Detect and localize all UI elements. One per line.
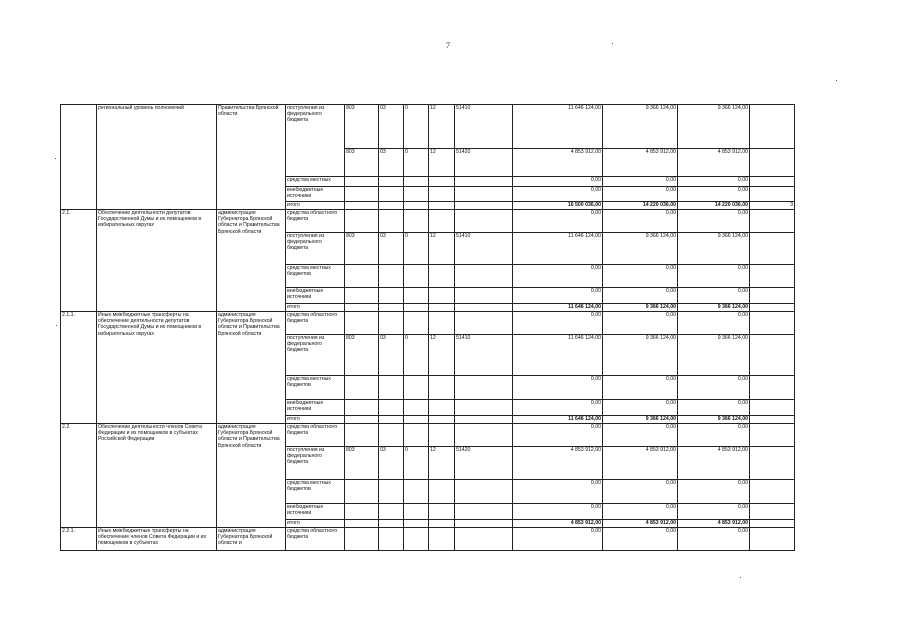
code-cell bbox=[404, 376, 429, 400]
code-cell bbox=[379, 304, 404, 312]
code-cell: 803 bbox=[345, 447, 379, 480]
scan-speck bbox=[55, 158, 56, 159]
note-cell bbox=[750, 335, 795, 376]
code-cell bbox=[455, 424, 513, 447]
measure-name-cell: региональный уровень полномочий bbox=[97, 105, 217, 210]
row-number-cell bbox=[61, 105, 97, 210]
note-cell bbox=[750, 312, 795, 335]
funding-source-cell: поступления из федерального бюджета bbox=[286, 447, 345, 480]
scan-speck bbox=[56, 325, 57, 326]
amount-cell: 9 366 124,00 bbox=[603, 105, 678, 149]
code-cell bbox=[379, 416, 404, 424]
code-cell bbox=[429, 480, 455, 504]
code-cell: 12 bbox=[429, 105, 455, 149]
code-cell bbox=[404, 177, 429, 187]
amount-cell: 9 366 124,00 bbox=[603, 233, 678, 265]
code-cell bbox=[379, 202, 404, 210]
table-row bbox=[61, 528, 795, 551]
scan-speck bbox=[836, 80, 837, 81]
code-cell bbox=[429, 187, 455, 202]
measure-name-cell: Иные межбюджетные трансферты на обеспечение членов Совета Федерации и их помощников в субъектах bbox=[97, 528, 217, 551]
amount-cell: 0,00 bbox=[513, 480, 603, 504]
code-cell bbox=[455, 528, 513, 551]
amount-cell: 0,00 bbox=[603, 210, 678, 233]
code-cell bbox=[429, 376, 455, 400]
code-cell: 03 bbox=[379, 447, 404, 480]
code-cell bbox=[345, 187, 379, 202]
amount-cell: 0,00 bbox=[678, 265, 750, 288]
code-cell bbox=[429, 400, 455, 416]
code-cell bbox=[345, 177, 379, 187]
table-row bbox=[61, 424, 795, 447]
total-amount-cell: 16 500 036,00 bbox=[513, 202, 603, 210]
code-cell bbox=[455, 400, 513, 416]
executor-cell: администрация Губернатора Брянской области и Правительства Брянской области bbox=[217, 210, 286, 312]
total-amount-cell: 14 220 036,00 bbox=[603, 202, 678, 210]
amount-cell: 0,00 bbox=[513, 504, 603, 520]
code-cell: 51410 bbox=[455, 105, 513, 149]
total-amount-cell: 4 853 912,00 bbox=[513, 520, 603, 528]
code-cell: 51420 bbox=[455, 447, 513, 480]
note-cell bbox=[750, 233, 795, 265]
amount-cell: 0,00 bbox=[603, 177, 678, 187]
code-cell: 12 bbox=[429, 447, 455, 480]
funding-source-cell: поступления из федерального бюджета bbox=[286, 335, 345, 376]
code-cell: 0 bbox=[404, 447, 429, 480]
funding-source-cell: средства областного бюджета bbox=[286, 210, 345, 233]
code-cell bbox=[345, 265, 379, 288]
code-cell bbox=[429, 265, 455, 288]
note-cell bbox=[750, 528, 795, 551]
code-cell bbox=[345, 400, 379, 416]
executor-cell: администрация Губернатора Брянской области и bbox=[217, 528, 286, 551]
amount-cell: 0,00 bbox=[603, 187, 678, 202]
total-amount-cell: 14 220 036,00 bbox=[678, 202, 750, 210]
code-cell: 803 bbox=[345, 105, 379, 149]
funding-source-cell: средства областного бюджета bbox=[286, 312, 345, 335]
amount-cell: 4 853 912,00 bbox=[513, 149, 603, 177]
code-cell bbox=[404, 480, 429, 504]
code-cell bbox=[455, 265, 513, 288]
note-cell bbox=[750, 520, 795, 528]
code-cell bbox=[404, 202, 429, 210]
code-cell bbox=[429, 504, 455, 520]
funding-source-cell: итого bbox=[286, 520, 345, 528]
code-cell bbox=[404, 504, 429, 520]
amount-cell: 0,00 bbox=[603, 312, 678, 335]
code-cell bbox=[345, 304, 379, 312]
amount-cell: 0,00 bbox=[513, 187, 603, 202]
measure-name-cell: Обеспечение деятельности членов Совета Федерации и их помощников в субъектах Российской Федерации bbox=[97, 424, 217, 528]
amount-cell: 0,00 bbox=[603, 265, 678, 288]
note-cell bbox=[750, 288, 795, 304]
amount-cell: 4 853 912,00 bbox=[678, 149, 750, 177]
row-number-cell: 2.2. bbox=[61, 424, 97, 528]
amount-cell: 9 366 124,00 bbox=[678, 335, 750, 376]
code-cell bbox=[404, 400, 429, 416]
code-cell bbox=[455, 187, 513, 202]
code-cell bbox=[429, 416, 455, 424]
code-cell: 51410 bbox=[455, 335, 513, 376]
code-cell bbox=[455, 416, 513, 424]
code-cell bbox=[429, 520, 455, 528]
amount-cell: 0,00 bbox=[603, 288, 678, 304]
amount-cell: 0,00 bbox=[513, 312, 603, 335]
amount-cell: 0,00 bbox=[678, 504, 750, 520]
code-cell bbox=[429, 202, 455, 210]
budget-table-body bbox=[61, 105, 795, 551]
code-cell: 03 bbox=[379, 233, 404, 265]
code-cell bbox=[404, 312, 429, 335]
amount-cell: 0,00 bbox=[603, 480, 678, 504]
code-cell: 803 bbox=[345, 149, 379, 177]
note-cell bbox=[750, 149, 795, 177]
amount-cell: 4 853 912,00 bbox=[603, 447, 678, 480]
amount-cell: 0,00 bbox=[678, 210, 750, 233]
code-cell bbox=[455, 312, 513, 335]
scan-speck bbox=[740, 577, 741, 578]
funding-source-cell: итого bbox=[286, 202, 345, 210]
amount-cell: 0,00 bbox=[678, 177, 750, 187]
amount-cell: 0,00 bbox=[513, 400, 603, 416]
amount-cell: 0,00 bbox=[513, 265, 603, 288]
funding-source-cell: средства местных бюджетов bbox=[286, 480, 345, 504]
code-cell bbox=[345, 376, 379, 400]
code-cell bbox=[379, 187, 404, 202]
code-cell bbox=[345, 312, 379, 335]
amount-cell: 4 853 912,00 bbox=[678, 447, 750, 480]
amount-cell: 9 366 124,00 bbox=[603, 335, 678, 376]
code-cell bbox=[429, 177, 455, 187]
amount-cell: 0,00 bbox=[678, 424, 750, 447]
amount-cell: 0,00 bbox=[603, 424, 678, 447]
code-cell: 0 bbox=[404, 335, 429, 376]
code-cell bbox=[455, 210, 513, 233]
funding-source-cell: внебюджетные источники bbox=[286, 187, 345, 202]
code-cell bbox=[455, 480, 513, 504]
amount-cell: 0,00 bbox=[603, 504, 678, 520]
total-amount-cell: 9 366 124,00 bbox=[678, 304, 750, 312]
code-cell bbox=[429, 528, 455, 551]
amount-cell: 11 646 124,00 bbox=[513, 105, 603, 149]
funding-source-cell: итого bbox=[286, 416, 345, 424]
code-cell: 51410 bbox=[455, 233, 513, 265]
executor-cell: Правительства Брянской области bbox=[217, 105, 286, 210]
code-cell bbox=[455, 177, 513, 187]
code-cell bbox=[404, 424, 429, 447]
funding-source-cell: внебюджетные источники bbox=[286, 400, 345, 416]
amount-cell: 0,00 bbox=[678, 187, 750, 202]
total-amount-cell: 9 366 124,00 bbox=[603, 304, 678, 312]
amount-cell: 0,00 bbox=[678, 312, 750, 335]
code-cell bbox=[345, 210, 379, 233]
row-number-cell: 2.2.1. bbox=[61, 528, 97, 551]
table-row bbox=[61, 105, 795, 149]
note-cell bbox=[750, 187, 795, 202]
executor-cell: администрация Губернатора Брянской области и Правительства Брянской области bbox=[217, 424, 286, 528]
note-cell bbox=[750, 447, 795, 480]
note-cell bbox=[750, 376, 795, 400]
funding-source-cell: поступления из федерального бюджета bbox=[286, 105, 345, 177]
code-cell: 03 bbox=[379, 105, 404, 149]
note-cell bbox=[750, 424, 795, 447]
code-cell bbox=[455, 202, 513, 210]
code-cell bbox=[404, 187, 429, 202]
scan-speck bbox=[612, 43, 613, 44]
row-number-cell: 2.1.1. bbox=[61, 312, 97, 424]
total-amount-cell: 9 366 124,00 bbox=[603, 416, 678, 424]
note-cell bbox=[750, 416, 795, 424]
amount-cell: 0,00 bbox=[678, 376, 750, 400]
amount-cell: 0,00 bbox=[678, 400, 750, 416]
note-cell bbox=[750, 480, 795, 504]
total-amount-cell: 11 646 124,00 bbox=[513, 304, 603, 312]
amount-cell: 0,00 bbox=[513, 376, 603, 400]
code-cell: 12 bbox=[429, 233, 455, 265]
code-cell bbox=[345, 504, 379, 520]
code-cell: 03 bbox=[379, 335, 404, 376]
code-cell bbox=[404, 416, 429, 424]
note-cell bbox=[750, 210, 795, 233]
code-cell bbox=[379, 376, 404, 400]
funding-source-cell: средства местных бюджетов bbox=[286, 265, 345, 288]
note-cell bbox=[750, 105, 795, 149]
code-cell bbox=[379, 528, 404, 551]
total-amount-cell: 11 646 124,00 bbox=[513, 416, 603, 424]
code-cell bbox=[404, 528, 429, 551]
code-cell bbox=[379, 480, 404, 504]
amount-cell: 11 646 124,00 bbox=[513, 335, 603, 376]
budget-table bbox=[60, 104, 795, 551]
code-cell bbox=[455, 288, 513, 304]
code-cell bbox=[379, 210, 404, 233]
row-number-cell: 2.1. bbox=[61, 210, 97, 312]
total-amount-cell: 9 366 124,00 bbox=[678, 416, 750, 424]
code-cell bbox=[455, 304, 513, 312]
code-cell: 0 bbox=[404, 233, 429, 265]
code-cell bbox=[429, 210, 455, 233]
code-cell: 12 bbox=[429, 335, 455, 376]
code-cell bbox=[429, 424, 455, 447]
executor-cell: администрация Губернатора Брянской области и Правительства Брянской области bbox=[217, 312, 286, 424]
funding-source-cell: итого bbox=[286, 304, 345, 312]
code-cell bbox=[379, 424, 404, 447]
amount-cell: 9 366 124,00 bbox=[678, 233, 750, 265]
code-cell bbox=[404, 520, 429, 528]
code-cell bbox=[404, 210, 429, 233]
code-cell: 803 bbox=[345, 233, 379, 265]
code-cell bbox=[379, 520, 404, 528]
code-cell bbox=[345, 424, 379, 447]
amount-cell: 4 853 912,00 bbox=[603, 149, 678, 177]
amount-cell: 0,00 bbox=[513, 424, 603, 447]
code-cell bbox=[429, 288, 455, 304]
total-amount-cell: 4 853 912,00 bbox=[603, 520, 678, 528]
code-cell bbox=[404, 288, 429, 304]
amount-cell: 0,00 bbox=[513, 210, 603, 233]
measure-name-cell: Иные межбюджетные трансферты на обеспечение деятельности депутатов Государственной Думы и их помощников в избирательных округах bbox=[97, 312, 217, 424]
note-cell bbox=[750, 400, 795, 416]
code-cell bbox=[429, 312, 455, 335]
table-row bbox=[61, 210, 795, 233]
note-cell bbox=[750, 265, 795, 288]
code-cell: 0 bbox=[404, 149, 429, 177]
funding-source-cell: внебюджетные источники bbox=[286, 288, 345, 304]
code-cell bbox=[379, 177, 404, 187]
code-cell: 03 bbox=[379, 149, 404, 177]
amount-cell: 0,00 bbox=[513, 177, 603, 187]
code-cell: 803 bbox=[345, 335, 379, 376]
funding-source-cell: средства местных bbox=[286, 177, 345, 187]
code-cell bbox=[379, 265, 404, 288]
code-cell bbox=[345, 480, 379, 504]
amount-cell: 0,00 bbox=[513, 288, 603, 304]
code-cell bbox=[455, 520, 513, 528]
code-cell bbox=[345, 520, 379, 528]
code-cell bbox=[345, 288, 379, 304]
amount-cell: 0,00 bbox=[603, 528, 678, 551]
amount-cell: 9 366 124,00 bbox=[678, 105, 750, 149]
note-cell bbox=[750, 504, 795, 520]
table-row bbox=[61, 312, 795, 335]
code-cell: 0 bbox=[404, 105, 429, 149]
total-amount-cell: 4 853 912,00 bbox=[678, 520, 750, 528]
measure-name-cell: Обеспечение деятельности депутатов Государственной Думы и их помощников в избирательных округах bbox=[97, 210, 217, 312]
code-cell bbox=[345, 416, 379, 424]
code-cell bbox=[404, 265, 429, 288]
funding-source-cell: средства областного бюджета bbox=[286, 424, 345, 447]
code-cell bbox=[345, 528, 379, 551]
code-cell: 12 bbox=[429, 149, 455, 177]
code-cell bbox=[455, 376, 513, 400]
note-cell bbox=[750, 177, 795, 187]
funding-source-cell: внебюджетные источники bbox=[286, 504, 345, 520]
amount-cell: 0,00 bbox=[603, 376, 678, 400]
funding-source-cell: средства местных бюджетов bbox=[286, 376, 345, 400]
amount-cell: 0,00 bbox=[513, 528, 603, 551]
amount-cell: 0,00 bbox=[678, 480, 750, 504]
amount-cell: 0,00 bbox=[678, 288, 750, 304]
amount-cell: 4 853 912,00 bbox=[513, 447, 603, 480]
code-cell bbox=[345, 202, 379, 210]
code-cell bbox=[379, 504, 404, 520]
amount-cell: 0,00 bbox=[678, 528, 750, 551]
note-cell: 3 bbox=[750, 202, 795, 210]
code-cell bbox=[379, 288, 404, 304]
code-cell bbox=[379, 400, 404, 416]
note-cell bbox=[750, 304, 795, 312]
amount-cell: 0,00 bbox=[603, 400, 678, 416]
amount-cell: 11 646 124,00 bbox=[513, 233, 603, 265]
code-cell bbox=[379, 312, 404, 335]
code-cell bbox=[429, 304, 455, 312]
code-cell bbox=[455, 504, 513, 520]
page-number: 7 bbox=[446, 41, 450, 50]
funding-source-cell: поступления из федерального бюджета bbox=[286, 233, 345, 265]
code-cell bbox=[404, 304, 429, 312]
code-cell: 51420 bbox=[455, 149, 513, 177]
funding-source-cell: средства областного бюджета bbox=[286, 528, 345, 551]
